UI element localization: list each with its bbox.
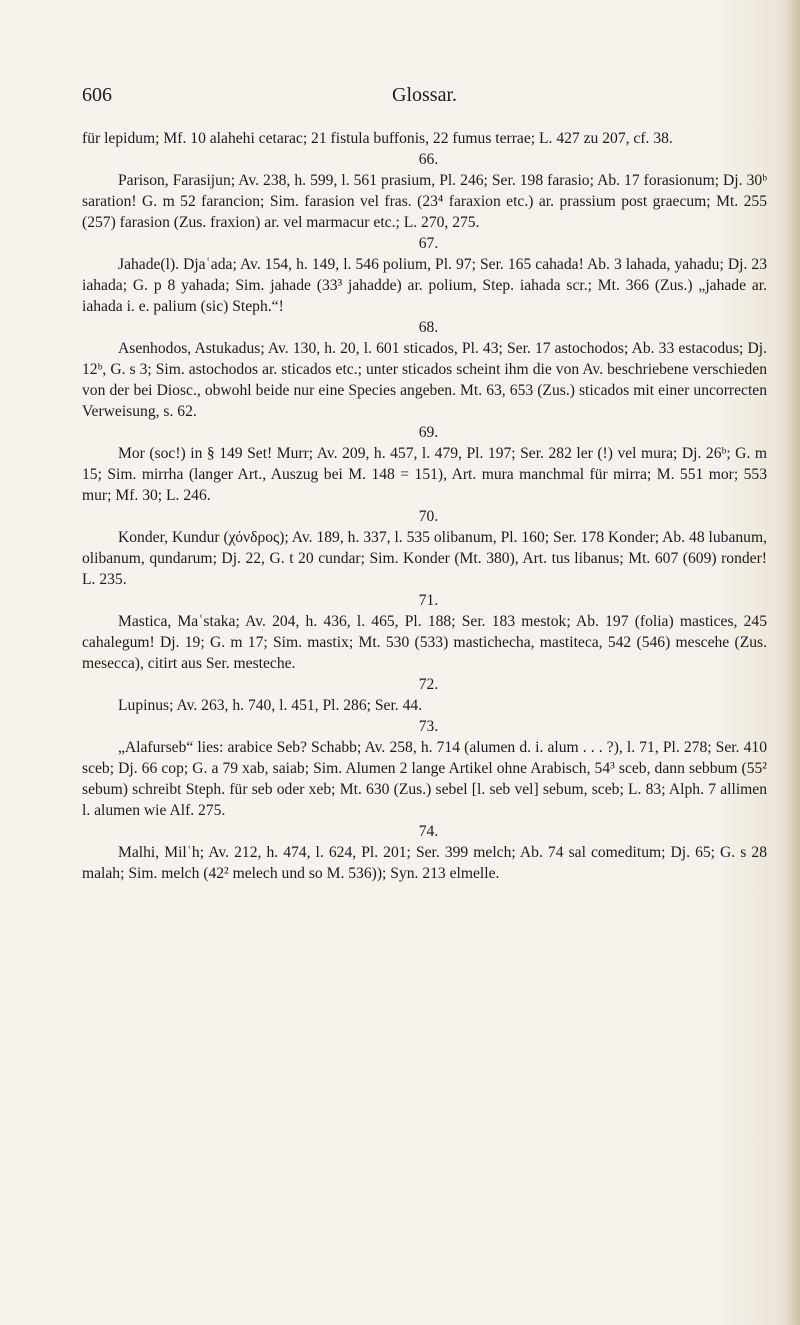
entry-text: Malhi, Milʿh; Av. 212, h. 474, l. 624, Pl. 201; Ser. 399 melch; Ab. 74 sal comeditum; Dj. 65; G. s 28 malah; Sim. melch (42² melech und so M. 536)); Syn. 213 elmelle. (82, 844, 767, 882)
entry-text: Mor (soc!) in § 149 Set! Murr; Av. 209, h. 457, l. 479, Pl. 197; Ser. 282 ler (!) vel mura; Dj. 26ᵇ; G. m 15; Sim. mirrha (langer Art., Auszug bei M. 148 = 151), Art. mura manchmal für mirra; M. 551 mor; 553 mur; Mf. 30; L. 246. (82, 445, 767, 504)
page-header (82, 84, 722, 112)
page-edge-shadow (786, 0, 800, 1325)
running-title: Glossar. (392, 84, 457, 106)
entry-number: 71. (418, 592, 439, 609)
entry-text: Mastica, Maʿstaka; Av. 204, h. 436, l. 465, Pl. 188; Ser. 183 mestok; Ab. 197 (folia) mastices, 245 cahalegum! Dj. 19; G. m 17; Sim. mastix; Mt. 530 (533) mastichecha, mastiteca, 542 (546) mescehe (Zus. mesecca), citirt aus Ser. mesteche. (82, 613, 767, 672)
entry-number: 67. (418, 235, 439, 252)
entry-number: 68. (418, 319, 439, 336)
entry-number: 73. (418, 718, 439, 735)
entry-number: 66. (418, 151, 439, 168)
entry-text: Asenhodos, Astukadus; Av. 130, h. 20, l. 601 sticados, Pl. 43; Ser. 17 astochodos; Ab. 33 estacodus; Dj. 12ᵇ, G. s 3; Sim. astochodos ar. sticados etc.; unter sticados scheint ihm die von Av. beschriebene verschieden von der bei Diosc., obwohl beide nur eine Species angeben. Mt. 63, 653 (Zus.) sticados mit einer uncorrecten Verweisung, s. 62. (82, 340, 767, 420)
entry-text: Lupinus; Av. 263, h. 740, l. 451, Pl. 286; Ser. 44. (118, 697, 423, 714)
entry-text: Jahade(l). Djaʿada; Av. 154, h. 149, l. 546 polium, Pl. 97; Ser. 165 cahada! Ab. 3 lahada, yahadu; Dj. 23 iahada; G. p 8 yahada; Sim. jahade (33³ jahadde) ar. polium, Step. iahada scr.; Mt. 366 (Zus.) „jahade ar. iahada i. e. palium (sic) Steph.“! (82, 256, 767, 315)
entry-text: Parison, Farasijun; Av. 238, h. 599, l. 561 prasium, Pl. 246; Ser. 198 farasio; Ab. 17 forasionum; Dj. 30ᵇ saration! G. m 52 farancion; Sim. farasion vel fras. (23⁴ faraxion etc.) ar. prassium post graecum; Mt. 255 (257) farasion (Zus. fraxion) ar. vel marmacur etc.; L. 270, 275. (82, 172, 767, 231)
entry-text: „Alafurseb“ lies: arabice Seb? Schabb; Av. 258, h. 714 (alumen d. i. alum . . . ?), l. 71, Pl. 278; Ser. 410 sceb; Dj. 66 cop; G. a 79 xab, saiab; Sim. Alumen 2 lange Artikel ohne Arabisch, 54³ sceb, dann sebbum (55² sebum) schreibt Steph. für seb oder xeb; Mt. 630 (Zus.) sebel [l. seb vel] sebum, sceb; L. 83; Alph. 7 allimen l. alumen wie Alf. 275. (82, 739, 767, 819)
entry-text: Konder, Kundur (χόνδρος); Av. 189, h. 337, l. 535 olibanum, Pl. 160; Ser. 178 Konder; Ab. 48 lubanum, olibanum, qundarum; Dj. 22, G. t 20 cundar; Sim. Konder (Mt. 380), Art. tus libanus; Mt. 607 (609) ronder! L. 235. (82, 529, 767, 588)
glossary-body (82, 128, 767, 884)
entry-number: 69. (418, 424, 439, 441)
entry-number: 74. (418, 823, 439, 840)
entry-continuation-text: für lepidum; Mf. 10 alahehi cetarac; 21 fistula buffonis, 22 fumus terrae; L. 427 zu 207, cf. 38. (82, 130, 673, 147)
entry-number: 70. (418, 508, 439, 525)
page-number: 606 (82, 84, 112, 106)
entry-number: 72. (418, 676, 439, 693)
